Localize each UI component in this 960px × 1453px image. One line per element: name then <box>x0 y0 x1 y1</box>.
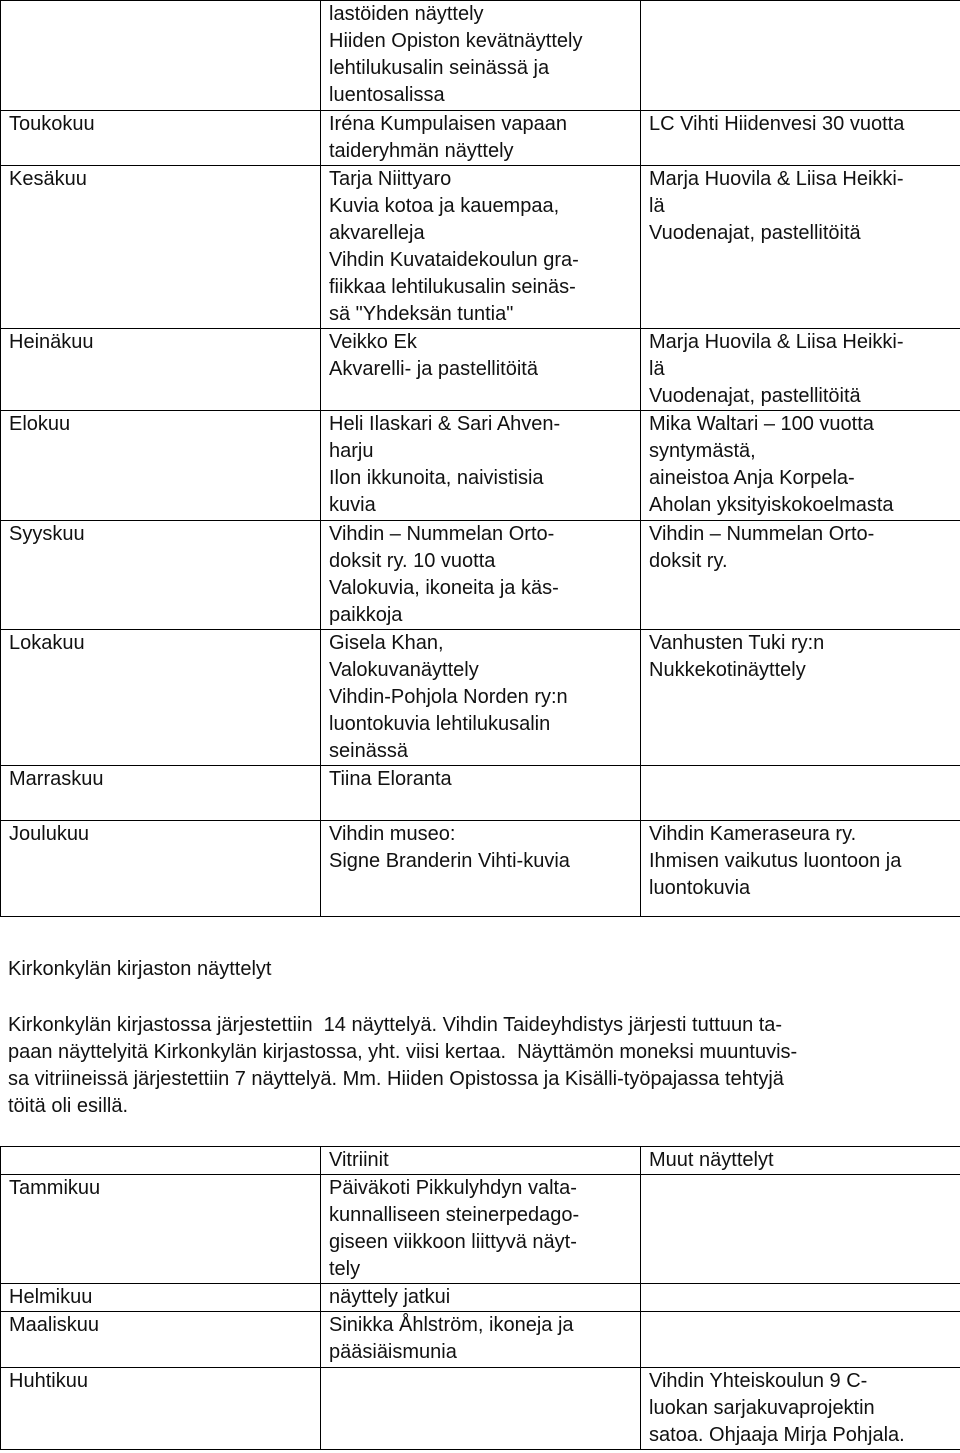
cell-text-line: Hiiden Opiston kevätnäyttely <box>329 30 583 52</box>
cell-text-line: Sinikka Åhlström, ikoneja ja <box>329 1314 574 1336</box>
month-cell <box>1 1368 321 1450</box>
cell-text-line: taideryhmän näyttely <box>329 140 514 162</box>
cell-text-line: akvarelleja <box>329 222 425 244</box>
cell-text: Elokuu <box>9 413 71 435</box>
table-row <box>1 1368 960 1450</box>
paragraph-line: paan näyttelyitä Kirkonkylän kirjastossa, yht. viisi kertaa. Näyttämön moneksi muuntuvis- <box>8 1041 798 1063</box>
section-heading: Kirkonkylän kirjaston näyttelyt <box>8 958 272 980</box>
library-summary-paragraph <box>8 1012 943 1120</box>
month-cell <box>1 411 321 521</box>
table-row <box>1 766 960 821</box>
exhibition-cell <box>321 1284 641 1312</box>
cell-text-line: Aholan yksityiskokoelmasta <box>649 494 894 516</box>
table-row <box>1 630 960 766</box>
cell-text-line: lä <box>649 195 665 217</box>
table-header-row <box>1 1147 960 1175</box>
library-table-body <box>1 1147 960 1450</box>
cell-text-line: näyttely jatkui <box>329 1286 451 1308</box>
exhibitions-table-body <box>1 1 960 917</box>
exhibition-cell <box>321 521 641 630</box>
cell-text-line: tely <box>329 1258 361 1280</box>
cell-text: Maaliskuu <box>9 1314 100 1336</box>
cell-text-line: LC Vihti Hiidenvesi 30 vuotta <box>649 113 905 135</box>
cell-text-line: satoa. Ohjaaja Mirja Pohjala. <box>649 1424 905 1446</box>
cell-text-line: Vihdin Kuvataidekoulun gra- <box>329 249 579 271</box>
cell-text-line: Tarja Niittyaro <box>329 168 452 190</box>
cell-text-line: harju <box>329 440 374 462</box>
cell-text-line: Ilon ikkunoita, naivistisia <box>329 467 544 489</box>
paragraph-line: Kirkonkylän kirjastossa järjestettiin 14 näyttelyä. Vihdin Taideyhdistys järjesti tuttuun ta- <box>8 1014 783 1036</box>
table-row <box>1 521 960 630</box>
cell-text-line: Iréna Kumpulaisen vapaan <box>329 113 567 135</box>
cell-text-line: lehtilukusalin seinässä ja <box>329 57 550 79</box>
other-exhibition-cell <box>641 329 960 411</box>
table-row <box>1 1284 960 1312</box>
exhibition-cell <box>321 1368 641 1450</box>
cell-text: Joulukuu <box>9 823 90 845</box>
cell-text-line: sä "Yhdeksän tuntia" <box>329 303 514 325</box>
paragraph-line: töitä oli esillä. <box>8 1095 129 1117</box>
cell-text-line: fiikkaa lehtilukusalin seinäs- <box>329 276 576 298</box>
cell-text-line: Heli Ilaskari & Sari Ahven- <box>329 413 561 435</box>
cell-text-line: Vihdin-Pohjola Norden ry:n <box>329 686 568 708</box>
month-cell <box>1 1312 321 1368</box>
cell-text-line: pääsiäismunia <box>329 1341 457 1363</box>
table-row <box>1 166 960 329</box>
cell-text: Syyskuu <box>9 523 85 545</box>
exhibition-cell <box>321 111 641 166</box>
cell-text: Kesäkuu <box>9 168 87 190</box>
other-exhibition-cell <box>641 411 960 521</box>
other-exhibition-cell <box>641 1 960 111</box>
exhibition-cell <box>321 166 641 329</box>
column-header: Muut näyttelyt <box>649 1149 774 1171</box>
cell-text-line: Vanhusten Tuki ry:n <box>649 632 825 654</box>
exhibition-cell <box>321 766 641 821</box>
cell-text-line: seinässä <box>329 740 408 762</box>
exhibition-cell <box>321 821 641 917</box>
month-cell <box>1 329 321 411</box>
month-cell <box>1 1175 321 1284</box>
cell-text-line: Signe Branderin Vihti-kuvia <box>329 850 570 872</box>
cell-text: Heinäkuu <box>9 331 94 353</box>
month-cell <box>1 766 321 821</box>
cell-text-line: Gisela Khan, <box>329 632 444 654</box>
exhibition-cell <box>321 630 641 766</box>
cell-text-line: luokan sarjakuvaprojektin <box>649 1397 875 1419</box>
cell-text-line: Päiväkoti Pikkulyhdyn valta- <box>329 1177 577 1199</box>
table-row <box>1 821 960 917</box>
other-exhibition-cell <box>641 630 960 766</box>
cell-text-line: giseen viikkoon liittyvä näyt- <box>329 1231 577 1253</box>
cell-text: Tammikuu <box>9 1177 101 1199</box>
cell-text-line: Vihdin Yhteiskoulun 9 C- <box>649 1370 868 1392</box>
month-cell <box>1 166 321 329</box>
cell-text-line: luontokuvia lehtilukusalin <box>329 713 551 735</box>
header-month-cell <box>1 1147 321 1175</box>
cell-text-line: Marja Huovila & Liisa Heikki- <box>649 331 904 353</box>
table-row <box>1 1 960 111</box>
cell-text-line: syntymästä, <box>649 440 756 462</box>
cell-text-line: Vihdin – Nummelan Orto- <box>329 523 555 545</box>
header-muut-cell <box>641 1147 960 1175</box>
cell-text-line: Tiina Eloranta <box>329 768 452 790</box>
cell-text: Huhtikuu <box>9 1370 88 1392</box>
table-row <box>1 1312 960 1368</box>
exhibition-cell <box>321 1312 641 1368</box>
month-cell <box>1 1284 321 1312</box>
cell-text-line: Akvarelli- ja pastellitöitä <box>329 358 538 380</box>
other-exhibition-cell <box>641 111 960 166</box>
table-row <box>1 411 960 521</box>
table-row <box>1 111 960 166</box>
cell-text-line: Vihdin – Nummelan Orto- <box>649 523 875 545</box>
month-cell <box>1 1 321 111</box>
cell-text-line: Marja Huovila & Liisa Heikki- <box>649 168 904 190</box>
exhibition-cell <box>321 329 641 411</box>
cell-text-line: Valokuvanäyttely <box>329 659 479 681</box>
cell-text: Toukokuu <box>9 113 95 135</box>
exhibitions-table-library <box>0 1146 960 1450</box>
cell-text-line: Valokuvia, ikoneita ja käs- <box>329 577 559 599</box>
table-row <box>1 329 960 411</box>
paragraph-line: sa vitriineissä järjestettiin 7 näyttelyä. Mm. Hiiden Opistossa ja Kisälli-työpajassa tehtyjä <box>8 1068 784 1090</box>
cell-text-line: Kuvia kotoa ja kauempaa, <box>329 195 560 217</box>
other-exhibition-cell <box>641 1312 960 1368</box>
cell-text-line: lastöiden näyttely <box>329 3 484 25</box>
cell-text-line: luentosalissa <box>329 84 445 106</box>
header-vitriinit-cell <box>321 1147 641 1175</box>
other-exhibition-cell <box>641 166 960 329</box>
cell-text-line: doksit ry. <box>649 550 728 572</box>
cell-text-line: doksit ry. 10 vuotta <box>329 550 496 572</box>
cell-text-line: Vuodenajat, pastellitöitä <box>649 222 861 244</box>
cell-text-line: Ihmisen vaikutus luontoon ja <box>649 850 902 872</box>
cell-text-line: aineistoa Anja Korpela- <box>649 467 855 489</box>
other-exhibition-cell <box>641 1175 960 1284</box>
cell-text-line: lä <box>649 358 665 380</box>
cell-text: Marraskuu <box>9 768 104 790</box>
other-exhibition-cell <box>641 821 960 917</box>
cell-text-line: luontokuvia <box>649 877 751 899</box>
cell-text: Helmikuu <box>9 1286 93 1308</box>
cell-text-line: kuvia <box>329 494 376 516</box>
month-cell <box>1 521 321 630</box>
month-cell <box>1 821 321 917</box>
exhibition-cell <box>321 1175 641 1284</box>
cell-text-line: Mika Waltari – 100 vuotta <box>649 413 874 435</box>
other-exhibition-cell <box>641 1368 960 1450</box>
cell-text-line: Nukkekotinäyttely <box>649 659 806 681</box>
table-row <box>1 1175 960 1284</box>
other-exhibition-cell <box>641 1284 960 1312</box>
cell-text: Lokakuu <box>9 632 85 654</box>
cell-text-line: Vihdin museo: <box>329 823 456 845</box>
exhibition-cell <box>321 1 641 111</box>
column-header: Vitriinit <box>329 1149 389 1171</box>
other-exhibition-cell <box>641 766 960 821</box>
cell-text-line: Vuodenajat, pastellitöitä <box>649 385 861 407</box>
cell-text-line: kunnalliseen steinerpedago- <box>329 1204 580 1226</box>
other-exhibition-cell <box>641 521 960 630</box>
cell-text-line: Vihdin Kameraseura ry. <box>649 823 857 845</box>
month-cell <box>1 111 321 166</box>
month-cell <box>1 630 321 766</box>
cell-text-line: paikkoja <box>329 604 403 626</box>
cell-text-line: Veikko Ek <box>329 331 417 353</box>
exhibition-cell <box>321 411 641 521</box>
